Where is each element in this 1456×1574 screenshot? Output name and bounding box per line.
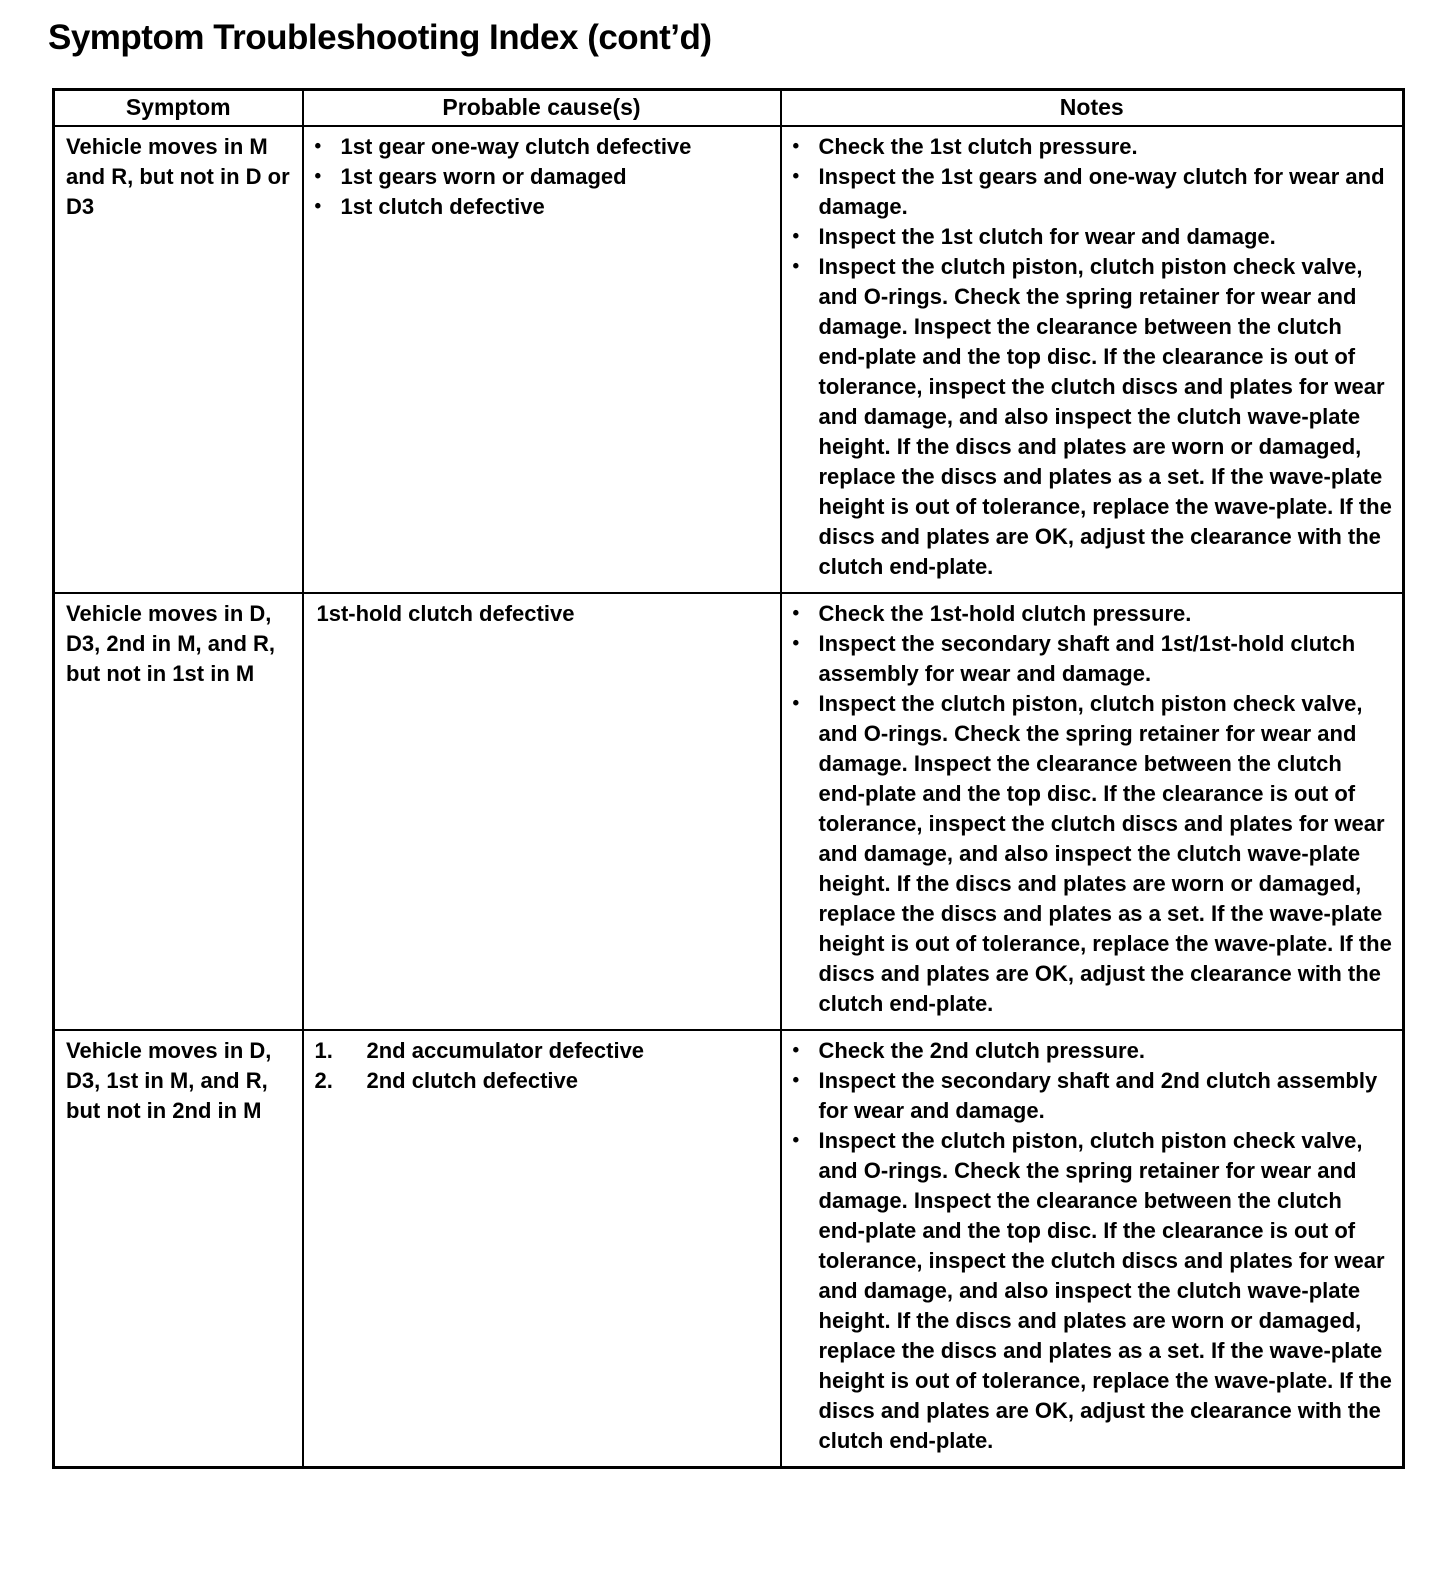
troubleshooting-table [52,88,1405,1469]
causes-cell [303,126,781,593]
bullet-icon: • [792,256,800,277]
note-item [793,222,1395,252]
table-row [54,126,1404,593]
bullet-icon: • [792,1070,800,1091]
cause-item: 1st-hold clutch defective [316,601,575,626]
bullet-icon: • [792,136,800,157]
cause-item-label: 1st gear one-way clutch defective [340,134,692,159]
bullet-icon: • [792,166,800,187]
note-item-label: Check the 1st clutch pressure. [818,134,1138,159]
bullet-icon: • [314,136,322,157]
note-item-label: Inspect the clutch piston, clutch piston check valve, and O-rings. Check the spring retainer for wear and damage. Inspect the clearance between the clutch end-plate and the top disc. If the clearance is out of tolerance, inspect the clutch discs and plates for wear and damage, and also inspect the clutch wave-plate height. If the discs and plates are worn or damaged, replace the discs and plates as a set. If the wave-plate height is out of tolerance, replace the wave-plate. If the discs and plates are OK, adjust the clearance with the clutch end-plate. [818,1128,1392,1453]
number-marker: 2. [314,1068,333,1093]
cause-item [315,162,772,192]
note-item-label: Check the 2nd clutch pressure. [818,1038,1145,1063]
cause-item [315,132,772,162]
note-item-label: Inspect the 1st gears and one-way clutch for wear and damage. [818,164,1385,219]
cause-item [315,1036,772,1066]
table-row [54,593,1404,1030]
cause-item-label: 2nd clutch defective [366,1068,579,1093]
causes-cell [303,593,781,1030]
column-header-probable-causes: Probable cause(s) [303,90,781,127]
notes-cell [781,126,1404,593]
note-item-label: Check the 1st-hold clutch pressure. [818,601,1192,626]
bullet-icon: • [314,166,322,187]
note-item [793,132,1395,162]
notes-cell [781,1030,1404,1468]
note-item-label: Inspect the 1st clutch for wear and damage. [818,224,1276,249]
note-item [793,162,1395,222]
table-row [54,1030,1404,1468]
bullet-icon: • [314,196,322,217]
note-item-label: Inspect the secondary shaft and 2nd clutch assembly for wear and damage. [818,1068,1378,1123]
note-item-label: Inspect the clutch piston, clutch piston check valve, and O-rings. Check the spring retainer for wear and damage. Inspect the clearance between the clutch end-plate and the top disc. If the clearance is out of tolerance, inspect the clutch discs and plates for wear and damage, and also inspect the clutch wave-plate height. If the discs and plates are worn or damaged, replace the discs and plates as a set. If the wave-plate height is out of tolerance, replace the wave-plate. If the discs and plates are OK, adjust the clearance with the clutch end-plate. [818,691,1392,1016]
symptom-cell [54,1030,303,1468]
note-item [793,689,1395,1019]
cause-item [315,1066,772,1096]
cause-item-label: 2nd accumulator defective [366,1038,645,1063]
cause-item [315,192,772,222]
page-title: Symptom Troubleshooting Index (cont’d) [48,18,712,57]
note-item [793,252,1395,582]
note-item-label: Inspect the clutch piston, clutch piston check valve, and O-rings. Check the spring retainer for wear and damage. Inspect the clearance between the clutch end-plate and the top disc. If the clearance is out of tolerance, inspect the clutch discs and plates for wear and damage, and also inspect the clutch wave-plate height. If the discs and plates are worn or damaged, replace the discs and plates as a set. If the wave-plate height is out of tolerance, replace the wave-plate. If the discs and plates are OK, adjust the clearance with the clutch end-plate. [818,254,1392,579]
causes-cell [303,1030,781,1468]
bullet-icon: • [792,693,800,714]
bullet-icon: • [792,603,800,624]
bullet-icon: • [792,1130,800,1151]
column-header-symptom: Symptom [54,90,303,127]
cause-item-label: 1st gears worn or damaged [340,164,627,189]
note-item [793,629,1395,689]
column-header-notes: Notes [781,90,1404,127]
header-row [54,90,1404,127]
cause-item-label: 1st clutch defective [340,194,545,219]
note-item [793,599,1395,629]
symptom-text: Vehicle moves in D, D3, 2nd in M, and R, but not in 1st in M [66,601,276,686]
note-item [793,1036,1395,1066]
note-item-label: Inspect the secondary shaft and 1st/1st-hold clutch assembly for wear and damage. [818,631,1356,686]
bullet-icon: • [792,633,800,654]
note-item [793,1126,1395,1456]
bullet-icon: • [792,1040,800,1061]
symptom-text: Vehicle moves in M and R, but not in D or D3 [66,134,290,219]
notes-cell [781,593,1404,1030]
bullet-icon: • [792,226,800,247]
symptom-cell [54,126,303,593]
symptom-cell [54,593,303,1030]
number-marker: 1. [314,1038,333,1063]
note-item [793,1066,1395,1126]
symptom-text: Vehicle moves in D, D3, 1st in M, and R, but not in 2nd in M [66,1038,272,1123]
